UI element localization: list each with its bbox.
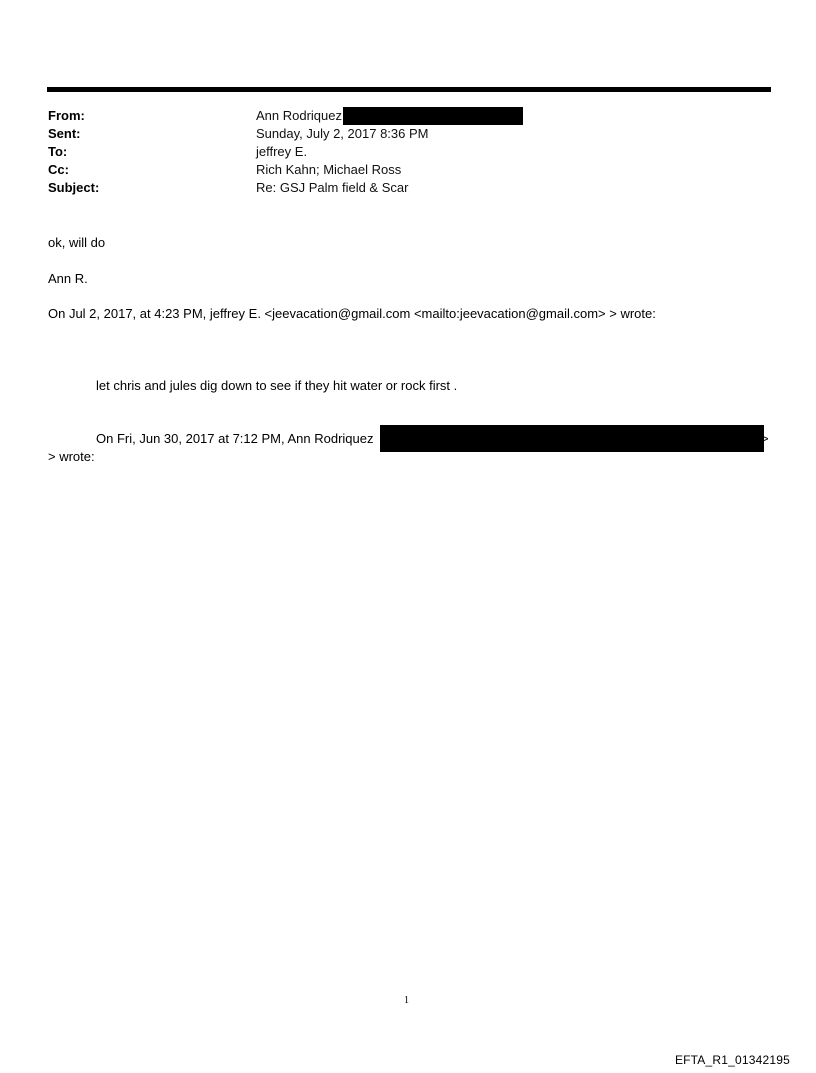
- from-value: Ann Rodriquez: [256, 108, 342, 123]
- redaction-block: [380, 425, 764, 452]
- to-row: [48, 143, 768, 161]
- from-value-wrapper: [256, 107, 523, 125]
- signature: Ann R.: [48, 271, 88, 286]
- quoted-reply-wrap: > wrote:: [48, 449, 95, 464]
- reply-header: On Jul 2, 2017, at 4:23 PM, jeffrey E. <jeevacation@gmail.com <mailto:jeevacation@gmail.com> > wrote:: [48, 306, 656, 321]
- subject-row: [48, 179, 768, 197]
- sent-row: [48, 125, 768, 143]
- quoted-reply-header: On Fri, Jun 30, 2017 at 7:12 PM, Ann Rodriquez: [96, 431, 374, 446]
- page-number: 1: [404, 995, 409, 1006]
- to-label: To:: [48, 144, 68, 159]
- from-label: From:: [48, 108, 85, 123]
- header-divider: [47, 87, 771, 92]
- cc-label: Cc:: [48, 162, 69, 177]
- document-id: EFTA_R1_01342195: [674, 1053, 790, 1067]
- sent-label: Sent:: [48, 126, 81, 141]
- cc-row: [48, 161, 768, 179]
- quoted-reply-tail: >: [761, 431, 769, 446]
- email-header: [48, 107, 768, 197]
- subject-label: Subject:: [48, 180, 100, 195]
- quoted-message: let chris and jules dig down to see if they hit water or rock first .: [96, 378, 458, 393]
- subject-value: Re: GSJ Palm field & Scar: [256, 180, 409, 195]
- from-row: [48, 107, 768, 125]
- redaction-block: [343, 107, 523, 125]
- to-value: jeffrey E.: [256, 144, 308, 159]
- sent-value: Sunday, July 2, 2017 8:36 PM: [256, 126, 429, 141]
- body-line: ok, will do: [48, 235, 106, 250]
- cc-value: Rich Kahn; Michael Ross: [256, 162, 402, 177]
